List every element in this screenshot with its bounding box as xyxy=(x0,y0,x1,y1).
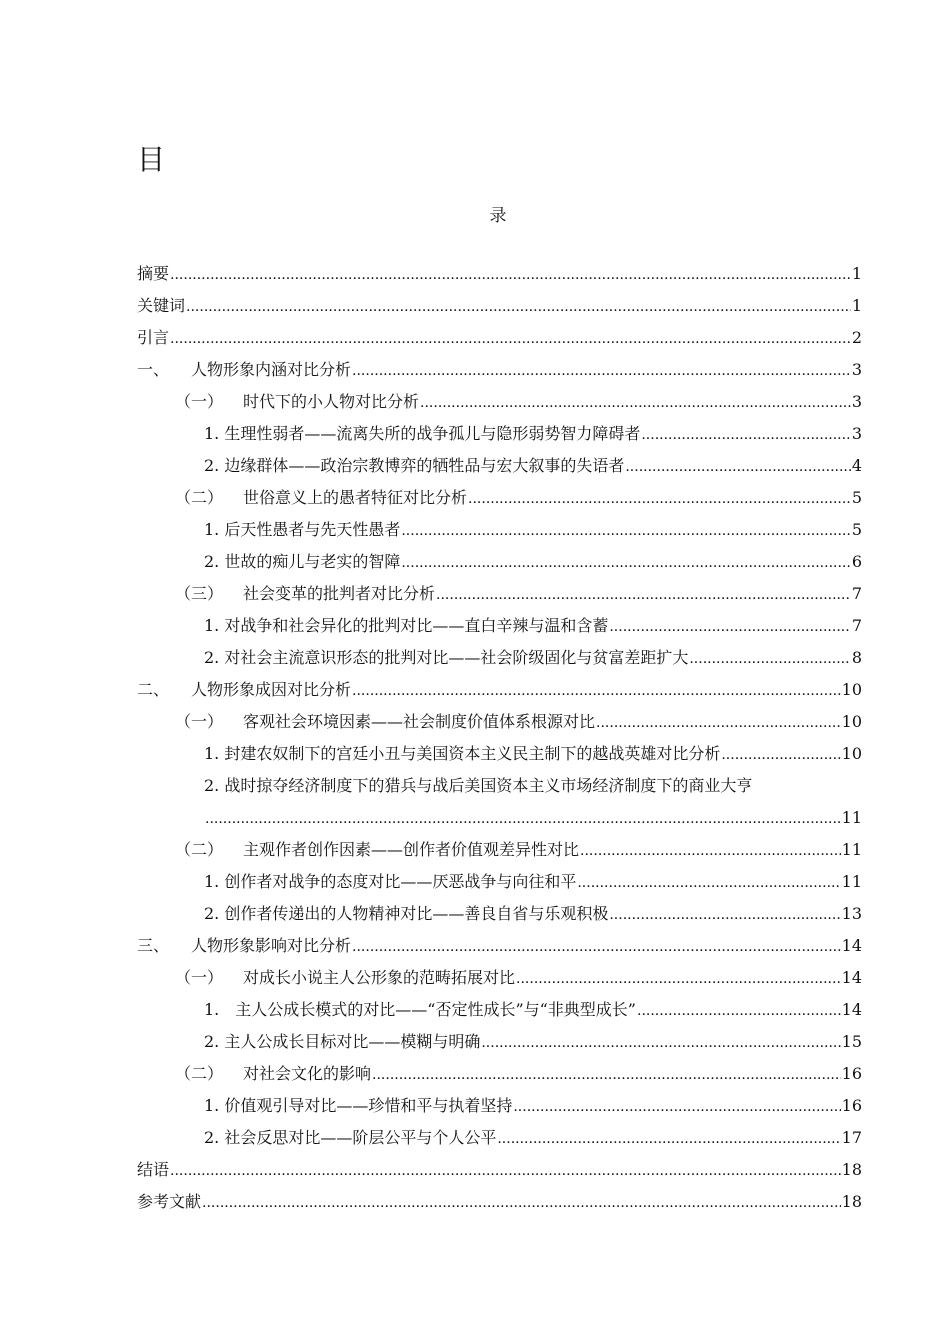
toc-entry-page-number: 8 xyxy=(851,648,862,667)
toc-entry-label xyxy=(204,775,752,797)
toc-entry-label xyxy=(204,615,608,637)
toc-entry-label xyxy=(137,935,351,957)
toc-entry-number: （二） xyxy=(175,488,224,507)
toc-leader-dots xyxy=(625,457,850,477)
toc-entry-label xyxy=(204,423,640,445)
toc-entry-title: 参考文献 xyxy=(137,1192,202,1211)
toc-entry-page-number: 10 xyxy=(841,680,862,699)
toc-entry-page-number: 7 xyxy=(851,584,862,603)
toc-leader-dots xyxy=(497,1129,840,1149)
toc-entry-label xyxy=(204,871,576,893)
toc-entry[interactable] xyxy=(137,477,862,509)
toc-entry-number: 二、 xyxy=(137,680,170,699)
toc-entry-page-number: 18 xyxy=(841,1160,862,1179)
toc-entry[interactable] xyxy=(137,573,862,605)
toc-leader-dots xyxy=(721,745,840,765)
toc-leader-dots xyxy=(420,393,851,413)
toc-entry-page-number: 14 xyxy=(841,936,862,955)
toc-entry-label xyxy=(204,903,608,925)
toc-entry-page-number: 5 xyxy=(851,488,862,507)
toc-entry[interactable] xyxy=(137,381,862,413)
toc-entry-label xyxy=(175,583,435,605)
toc-entry-page-number: 6 xyxy=(851,552,862,571)
toc-entry-label xyxy=(204,455,624,477)
toc-entry-number: （二） xyxy=(175,1064,224,1083)
toc-entry[interactable] xyxy=(137,509,862,541)
toc-entry-label xyxy=(175,967,515,989)
toc-entry-page-number: 10 xyxy=(841,744,862,763)
toc-leader-dots xyxy=(689,649,850,669)
toc-entry-number: （一） xyxy=(175,968,224,987)
toc-entry-label xyxy=(137,1191,201,1213)
toc-leader-dots xyxy=(577,873,840,893)
toc-entry-label xyxy=(175,839,579,861)
toc-entry-page-number: 1 xyxy=(851,264,862,283)
toc-leader-dots xyxy=(516,969,841,989)
toc-entry-label xyxy=(204,519,400,541)
toc-entry-page-number: 15 xyxy=(841,1032,862,1051)
toc-leader-dots xyxy=(609,905,840,925)
toc-entry-title: 结语 xyxy=(137,1160,170,1179)
toc-leader-dots xyxy=(609,617,850,637)
toc-entry-title: 1. 生理性弱者——流离失所的战争孤儿与隐形弱势智力障碍者 xyxy=(204,424,641,443)
toc-leader-dots xyxy=(401,553,850,573)
toc-entry-title: 时代下的小人物对比分析 xyxy=(243,392,420,411)
toc-entry[interactable] xyxy=(137,1117,862,1149)
toc-entry-page-number: 11 xyxy=(841,840,862,859)
toc-entry-title: 1. 后天性愚者与先天性愚者 xyxy=(204,520,401,539)
toc-leader-dots xyxy=(637,1001,841,1021)
toc-entry-page-number: 1 xyxy=(851,296,862,315)
toc-entry-title: 人物形象内涵对比分析 xyxy=(191,360,352,379)
toc-entry[interactable] xyxy=(137,957,862,989)
toc-entry-page-number: 11 xyxy=(841,872,862,891)
toc-entry-title: 2. 边缘群体——政治宗教博弈的牺牲品与宏大叙事的失语者 xyxy=(204,456,625,475)
toc-entry[interactable] xyxy=(137,413,862,445)
toc-entry-label xyxy=(204,647,688,669)
toc-entry-title: 社会变革的批判者对比分析 xyxy=(243,584,436,603)
toc-entry-page-number: 16 xyxy=(841,1096,862,1115)
toc-leader-dots xyxy=(641,425,850,445)
toc-entry-label xyxy=(175,711,595,733)
toc-entry-page-number: 16 xyxy=(841,1064,862,1083)
toc-entry-page-number: 18 xyxy=(841,1192,862,1211)
toc-entry-number: 一、 xyxy=(137,360,170,379)
toc-leader-dots xyxy=(352,937,841,957)
toc-entry[interactable] xyxy=(137,701,862,733)
toc-entry-label xyxy=(137,1159,169,1181)
toc-entry-page-number: 4 xyxy=(851,456,862,475)
toc-entry-page-number: 17 xyxy=(841,1128,862,1147)
toc-entry[interactable] xyxy=(137,669,862,701)
toc-leader-dots xyxy=(580,841,841,861)
toc-entry-title: 对成长小说主人公形象的范畴拓展对比 xyxy=(243,968,516,987)
toc-entry-page-number: 5 xyxy=(851,520,862,539)
toc-entry-title: 2. 世故的痴儿与老实的智障 xyxy=(204,552,401,571)
toc-leader-dots xyxy=(352,361,851,381)
toc-entry-label xyxy=(175,1063,371,1085)
toc-entry[interactable] xyxy=(137,1053,862,1085)
toc-entry-title: 2. 创作者传递出的人物精神对比——善良自省与乐观积极 xyxy=(204,904,609,923)
toc-title-second-char: 录 xyxy=(489,206,507,226)
toc-entry-label xyxy=(204,743,720,765)
toc-entry-title: 对社会文化的影响 xyxy=(243,1064,372,1083)
toc-entry-number: （一） xyxy=(175,712,224,731)
toc-entry[interactable] xyxy=(137,445,862,477)
toc-entry-page-number: 10 xyxy=(841,712,862,731)
toc-entry-page-number: 3 xyxy=(851,360,862,379)
toc-leader-dots xyxy=(170,1161,841,1181)
toc-entry-label xyxy=(204,1031,480,1053)
toc-title-first-char: 目 xyxy=(137,143,166,176)
toc-leader-dots xyxy=(372,1065,841,1085)
toc-entry[interactable] xyxy=(137,637,862,669)
toc-leader-dots xyxy=(481,1033,840,1053)
toc-entry[interactable] xyxy=(137,989,862,1021)
toc-entry-number: 三、 xyxy=(137,936,170,955)
toc-entry-title: 人物形象影响对比分析 xyxy=(191,936,352,955)
toc-leader-dots xyxy=(468,489,851,509)
toc-entry-title: 1. 对战争和社会异化的批判对比——直白辛辣与温和含蓄 xyxy=(204,616,609,635)
toc-leader-dots xyxy=(596,713,841,733)
toc-leader-dots xyxy=(401,521,850,541)
toc-entry-page-number: 3 xyxy=(851,392,862,411)
toc-entry-title: 2. 社会反思对比——阶层公平与个人公平 xyxy=(204,1128,497,1147)
toc-entry-number: （三） xyxy=(175,584,224,603)
toc-leader-dots xyxy=(186,297,851,317)
toc-entry[interactable] xyxy=(137,893,862,925)
toc-entry-title: 1. 封建农奴制下的宫廷小丑与美国资本主义民主制下的越战英雄对比分析 xyxy=(204,744,721,763)
toc-entry-label xyxy=(137,263,169,285)
toc-entry-label xyxy=(137,327,169,349)
toc-entry-page-number: 13 xyxy=(841,904,862,923)
toc-entry[interactable] xyxy=(137,765,862,797)
toc-entry-label xyxy=(204,551,400,573)
toc-entry[interactable] xyxy=(137,605,862,637)
toc-entry-page-number: 3 xyxy=(851,424,862,443)
toc-entry-label xyxy=(137,679,351,701)
toc-entry-continuation[interactable] xyxy=(137,797,862,829)
toc-entry[interactable] xyxy=(137,1085,862,1117)
toc-entry[interactable] xyxy=(137,349,862,381)
toc-entry-label xyxy=(175,391,419,413)
toc-entry-title: 2. 对社会主流意识形态的批判对比——社会阶级固化与贫富差距扩大 xyxy=(204,648,689,667)
toc-entry-page-number: 14 xyxy=(841,1000,862,1019)
toc-entry[interactable] xyxy=(137,541,862,573)
toc-entry-title: 1. 创作者对战争的态度对比——厌恶战争与向往和平 xyxy=(204,872,577,891)
toc-leader-dots xyxy=(170,265,851,285)
toc-entry[interactable] xyxy=(137,925,862,957)
toc-leader-dots xyxy=(352,681,841,701)
toc-entry-label xyxy=(175,487,467,509)
toc-entry-title: 关键词 xyxy=(137,296,186,315)
toc-entry[interactable] xyxy=(137,253,862,285)
toc-entry-title: 主观作者创作因素——创作者价值观差异性对比 xyxy=(243,840,580,859)
toc-leader-dots xyxy=(513,1097,840,1117)
toc-entry-title: 客观社会环境因素——社会制度价值体系根源对比 xyxy=(243,712,596,731)
toc-entry-title: 1. 主人公成长模式的对比——“否定性成长”与“非典型成长” xyxy=(204,1000,636,1019)
toc-leader-dots xyxy=(205,809,841,829)
toc-entry[interactable] xyxy=(137,829,862,861)
toc-entry[interactable] xyxy=(137,317,862,349)
toc-entry-number: （二） xyxy=(175,840,224,859)
toc-entry[interactable] xyxy=(137,1021,862,1053)
toc-entry-title: 摘要 xyxy=(137,264,170,283)
toc-entry-title: 2. 战时掠夺经济制度下的猎兵与战后美国资本主义市场经济制度下的商业大亨 xyxy=(204,776,753,795)
toc-entry-title: 世俗意义上的愚者特征对比分析 xyxy=(243,488,468,507)
toc-entry-label xyxy=(204,1095,512,1117)
toc-entry-page-number: 2 xyxy=(851,328,862,347)
toc-leader-dots xyxy=(436,585,851,605)
toc-entry-page-number: 14 xyxy=(841,968,862,987)
toc-leader-dots xyxy=(170,329,851,349)
toc-leader-dots xyxy=(202,1193,841,1213)
toc-entry[interactable] xyxy=(137,861,862,893)
toc-entry[interactable] xyxy=(137,285,862,317)
toc-entry-title: 引言 xyxy=(137,328,170,347)
toc-entry[interactable] xyxy=(137,1149,862,1181)
toc-entry-label xyxy=(137,295,185,317)
toc-entry-label xyxy=(204,1127,496,1149)
toc-entry-label xyxy=(204,999,636,1021)
toc-entry-title: 2. 主人公成长目标对比——模糊与明确 xyxy=(204,1032,481,1051)
toc-entry-title: 人物形象成因对比分析 xyxy=(191,680,352,699)
toc-entry-number: （一） xyxy=(175,392,224,411)
toc-entry-page-number: 7 xyxy=(851,616,862,635)
toc-entry[interactable] xyxy=(137,1181,862,1213)
toc-entry[interactable] xyxy=(137,733,862,765)
toc-entry-title: 1. 价值观引导对比——珍惜和平与执着坚持 xyxy=(204,1096,513,1115)
table-of-contents xyxy=(137,253,862,1213)
toc-entry-label xyxy=(137,359,351,381)
toc-entry-page-number: 11 xyxy=(841,808,862,827)
